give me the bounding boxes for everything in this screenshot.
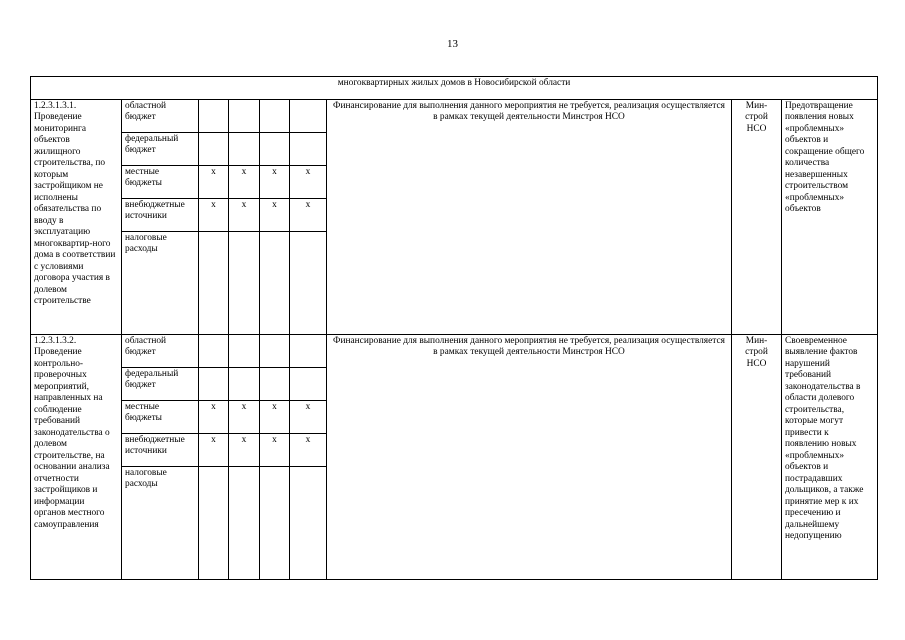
x-mark-cell: [290, 100, 327, 133]
activity-description: 1.2.3.1.3.2. Проведение контрольно-проверочных мероприятий, направленных на соблюдение требований законодательства о долевом строительстве, на основании анализа отчетности застройщиков и информации органов местного самоуправления: [31, 335, 122, 580]
x-mark-cell: x: [229, 166, 260, 199]
funding-source: областной бюджет: [122, 100, 199, 133]
x-mark-cell: [260, 467, 290, 580]
x-mark-cell: [229, 232, 260, 335]
funding-source: внебюджетные источники: [122, 199, 199, 232]
funding-source: федеральный бюджет: [122, 368, 199, 401]
funding-source: местные бюджеты: [122, 401, 199, 434]
x-mark-cell: x: [199, 199, 229, 232]
x-mark-cell: [229, 368, 260, 401]
x-mark-cell: x: [199, 434, 229, 467]
funding-source: местные бюджеты: [122, 166, 199, 199]
table-header-row: [31, 77, 878, 100]
x-mark-cell: x: [260, 401, 290, 434]
x-mark-cell: x: [290, 199, 327, 232]
x-mark-cell: [290, 232, 327, 335]
x-mark-cell: x: [290, 401, 327, 434]
x-mark-cell: [260, 133, 290, 166]
activity-description: 1.2.3.1.3.1. Проведение мониторинга объектов жилищного строительства, по которым застройщиком не исполнены обязательства по вводу в эксплуатацию многоквартир-ного дома в соответствии с условиями договора участия в долевом строительстве: [31, 100, 122, 335]
x-mark-cell: [290, 368, 327, 401]
x-mark-cell: x: [290, 434, 327, 467]
funding-source: налоговые расходы: [122, 232, 199, 335]
x-mark-cell: [199, 133, 229, 166]
x-mark-cell: [229, 335, 260, 368]
x-mark-cell: [229, 100, 260, 133]
funding-source: налоговые расходы: [122, 467, 199, 580]
funding-source: внебюджетные источники: [122, 434, 199, 467]
financing-note: Финансирование для выполнения данного мероприятия не требуется, реализация осуществляется в рамках текущей деятельности Минстроя НСО: [327, 100, 732, 335]
x-mark-cell: x: [260, 166, 290, 199]
x-mark-cell: [290, 467, 327, 580]
x-mark-cell: [199, 368, 229, 401]
x-mark-cell: [260, 368, 290, 401]
executor: Мин-строй НСО: [732, 100, 782, 335]
x-mark-cell: [229, 467, 260, 580]
x-mark-cell: x: [290, 166, 327, 199]
x-mark-cell: x: [260, 199, 290, 232]
x-mark-cell: [290, 133, 327, 166]
funding-source: областной бюджет: [122, 335, 199, 368]
x-mark-cell: x: [229, 401, 260, 434]
x-mark-cell: [199, 232, 229, 335]
funding-source: федеральный бюджет: [122, 133, 199, 166]
x-mark-cell: [199, 335, 229, 368]
x-mark-cell: x: [260, 434, 290, 467]
x-mark-cell: [260, 100, 290, 133]
x-mark-cell: x: [199, 401, 229, 434]
x-mark-cell: [290, 335, 327, 368]
x-mark-cell: [229, 133, 260, 166]
section-title: многоквартирных жилых домов в Новосибирской области: [31, 77, 878, 100]
x-mark-cell: [199, 467, 229, 580]
program-activities-table: [30, 76, 878, 580]
x-mark-cell: [199, 100, 229, 133]
x-mark-cell: x: [229, 434, 260, 467]
activity-row: [31, 100, 878, 133]
x-mark-cell: x: [199, 166, 229, 199]
x-mark-cell: [260, 232, 290, 335]
activity-row: [31, 335, 878, 368]
expected-result: Предотвращение появления новых «проблемных» объектов и сокращение общего количества незавершенных строительством «проблемных» объектов: [782, 100, 878, 335]
financing-note: Финансирование для выполнения данного мероприятия не требуется, реализация осуществляется в рамках текущей деятельности Минстроя НСО: [327, 335, 732, 580]
x-mark-cell: [260, 335, 290, 368]
expected-result: Своевременное выявление фактов нарушений требований законодательства в области долевого строительства, которые могут привести к появлению новых «проблемных» объектов и пострадавших дольщиков, а также принятие мер к их пресечению и дальнейшему недопущению: [782, 335, 878, 580]
x-mark-cell: x: [229, 199, 260, 232]
page-number: 13: [447, 38, 458, 50]
executor: Мин-строй НСО: [732, 335, 782, 580]
